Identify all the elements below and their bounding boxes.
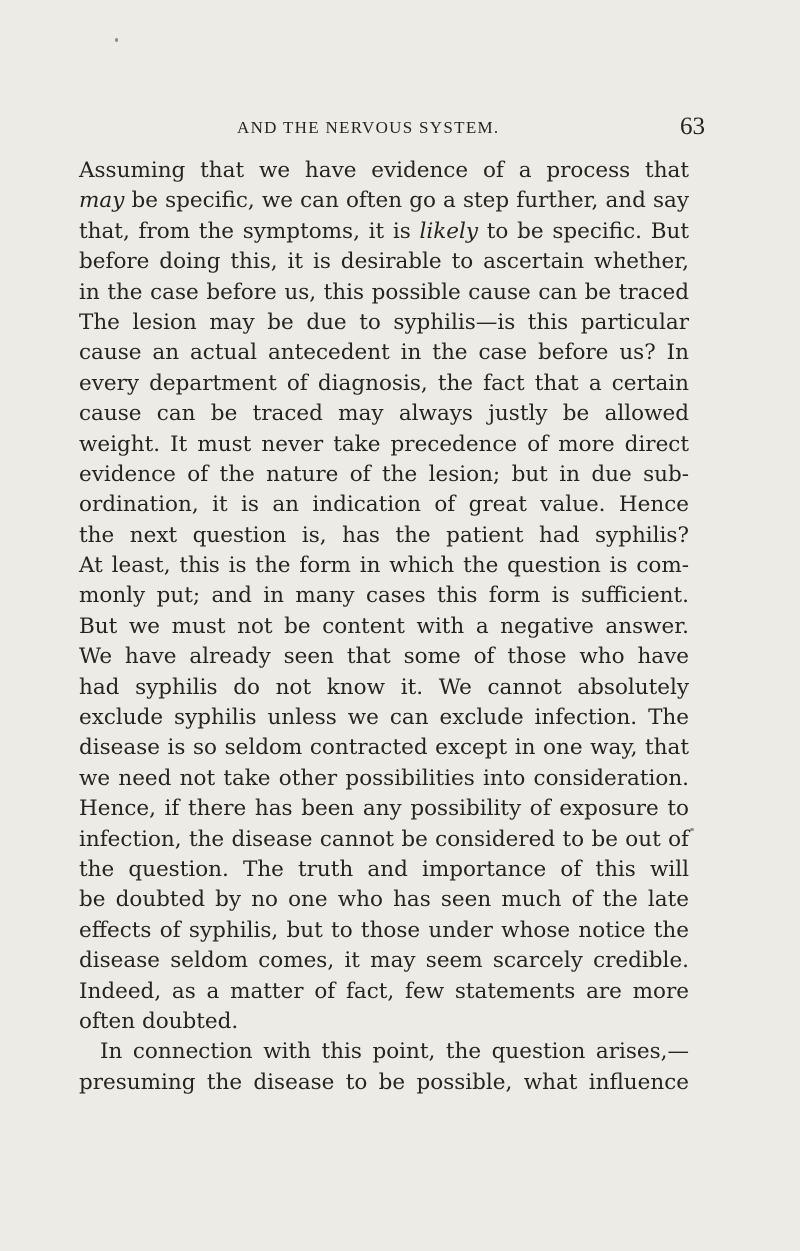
text-line [79, 490, 689, 520]
text-span: ordination, it is an indication of great value. Hence [79, 492, 689, 518]
text-span: In connection with this point, the question arises,— [100, 1039, 689, 1065]
text-line [79, 1068, 689, 1098]
text-span: to be specific. But [478, 218, 689, 244]
text-span: cause an actual antecedent in the case before us? In [79, 340, 689, 366]
text-line [79, 733, 689, 763]
text-span: weight. It must never take precedence of more direct [79, 431, 689, 457]
text-line [79, 308, 689, 338]
text-line [79, 369, 689, 399]
text-span: we need not take other possibilities into consideration. [79, 765, 689, 791]
text-line [79, 855, 689, 885]
text-line [79, 673, 689, 703]
text-span: monly put; and in many cases this form is sufficient. [79, 583, 689, 609]
text-line [79, 1037, 689, 1067]
text-line [79, 946, 689, 976]
text-line [79, 338, 689, 368]
text-line [79, 430, 689, 460]
text-line [79, 703, 689, 733]
text-span: Indeed, as a matter of fact, few statements are more [79, 978, 689, 1004]
text-line [79, 1007, 689, 1037]
text-span: exclude syphilis unless we can exclude infection. The [79, 705, 689, 731]
text-span: often doubted. [79, 1008, 239, 1034]
text-span: be doubted by no one who has seen much of the late [79, 887, 689, 913]
text-line [79, 521, 689, 551]
text-line [79, 217, 689, 247]
text-line [79, 581, 689, 611]
page-number: 63 [680, 113, 705, 140]
text-line [79, 399, 689, 429]
text-span: Hence, if there has been any possibility of exposure to [79, 796, 689, 822]
paper-speck [690, 828, 694, 831]
text-span: At least, this is the form in which the question is com- [79, 553, 689, 579]
body-text [79, 156, 689, 1098]
text-line [79, 764, 689, 794]
text-line [79, 156, 689, 186]
italic-text: may [79, 188, 125, 214]
text-span: cause can be traced may always justly be allowed [79, 401, 689, 427]
text-line [79, 916, 689, 946]
text-line [79, 642, 689, 672]
text-line [79, 551, 689, 581]
text-span: that, from the symptoms, it is [79, 218, 420, 244]
text-span: every department of diagnosis, the fact that a certain [79, 370, 689, 396]
text-line [79, 885, 689, 915]
text-line [79, 460, 689, 490]
text-span: before doing this, it is desirable to ascertain whether, [79, 249, 689, 275]
text-span: disease seldom comes, it may seem scarcely credible. [79, 948, 689, 974]
text-span: the question. The truth and importance of this will [79, 856, 689, 882]
text-span: in the case before us, this possible cause can be traced [79, 279, 689, 305]
text-line [79, 977, 689, 1007]
running-head: AND THE NERVOUS SYSTEM. [237, 118, 500, 137]
text-line [79, 247, 689, 277]
text-line [79, 186, 689, 216]
text-span: infection, the disease cannot be considered to be out of [79, 826, 689, 852]
text-line [79, 612, 689, 642]
text-span: evidence of the nature of the lesion; but in due sub- [79, 461, 689, 487]
paper-speck [115, 38, 118, 42]
text-span: The lesion may be due to syphilis—is this particular [79, 309, 689, 335]
text-line [79, 794, 689, 824]
text-span: be specific, we can often go a step further, and say [124, 188, 689, 214]
text-span: the next question is, has the patient had syphilis? [79, 522, 689, 548]
text-line [79, 825, 689, 855]
text-span: effects of syphilis, but to those under whose notice the [79, 917, 689, 943]
italic-text: likely [419, 218, 479, 244]
text-span: had syphilis do not know it. We cannot absolutely [79, 674, 689, 700]
text-span: But we must not be content with a negative answer. [79, 613, 689, 639]
text-span: disease is so seldom contracted except in one way, that [79, 735, 689, 761]
text-line [79, 278, 689, 308]
text-span: Assuming that we have evidence of a process that [79, 158, 689, 183]
text-span: We have already seen that some of those who have [79, 644, 689, 670]
text-span: presuming the disease to be possible, what influence [79, 1069, 689, 1095]
